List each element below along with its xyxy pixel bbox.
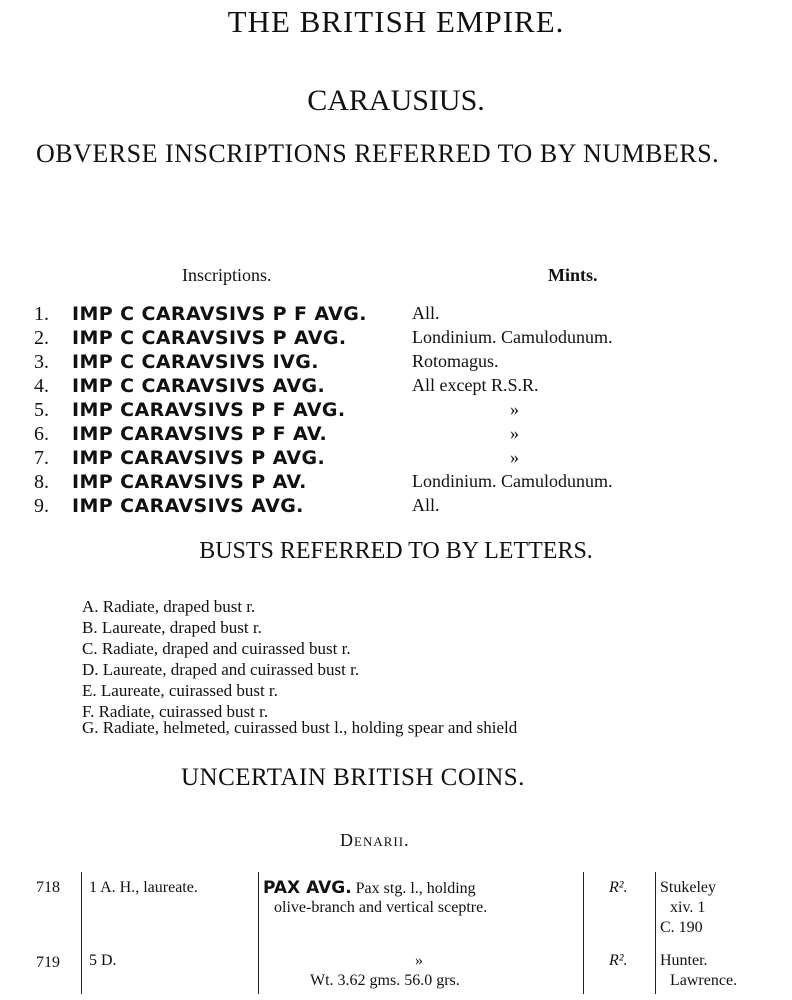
reference: Stukeley — [660, 879, 716, 896]
ditto-mark: » — [510, 399, 519, 419]
inscription-number: 5. — [34, 399, 49, 421]
mint-text: Londinium. Camulodunum. — [412, 327, 613, 347]
bust-item: B. Laureate, draped bust r. — [82, 618, 262, 637]
mint-text: Londinium. Camulodunum. — [412, 471, 613, 491]
rarity: R². — [609, 879, 628, 896]
inscription-number: 1. — [34, 303, 49, 325]
column-header-mints: Mints. — [548, 265, 598, 285]
obverse-heading: OBVERSE INSCRIPTIONS REFERRED TO BY NUMBERS. — [36, 139, 720, 168]
uncertain-heading: UNCERTAIN BRITISH COINS. — [181, 764, 525, 791]
inscription-number: 6. — [34, 423, 49, 445]
bust-item: E. Laureate, cuirassed bust r. — [82, 681, 278, 700]
coin-number: 718 — [36, 879, 60, 896]
inscription-row — [34, 423, 754, 446]
inscription-row — [34, 495, 754, 518]
reference: Hunter. — [660, 952, 708, 969]
reverse-legend: PAX AVG. — [263, 878, 352, 898]
coin-obverse: 5 D. — [89, 952, 117, 969]
inscription-text: IMP CARAVSIVS P AVG. — [72, 447, 326, 469]
busts-heading: BUSTS REFERRED TO BY LETTERS. — [199, 538, 593, 564]
ditto-mark: » — [510, 423, 519, 443]
inscription-number: 2. — [34, 327, 49, 349]
column-header-inscriptions: Inscriptions. — [182, 265, 272, 285]
inscription-number: 4. — [34, 375, 49, 397]
bust-item: D. Laureate, draped and cuirassed bust r. — [82, 660, 360, 679]
column-rule — [258, 872, 259, 994]
inscription-row — [34, 375, 754, 398]
inscription-row — [34, 471, 754, 494]
reverse-description: Pax stg. l., holding — [355, 880, 476, 897]
inscription-text: IMP C CARAVSIVS P F AVG. — [72, 303, 367, 325]
bust-item: F. Radiate, cuirassed bust r. — [82, 702, 269, 721]
mint-text: All. — [412, 303, 440, 323]
inscription-text: IMP CARAVSIVS P F AVG. — [72, 399, 346, 421]
column-rule — [655, 872, 656, 994]
reverse-description: olive-branch and vertical sceptre. — [274, 899, 488, 916]
page-title: THE BRITISH EMPIRE. — [227, 4, 565, 39]
inscription-number: 9. — [34, 495, 49, 517]
bust-item: C. Radiate, draped and cuirassed bust r. — [82, 639, 351, 658]
mint-text: All. — [412, 495, 440, 515]
rarity: R². — [609, 952, 628, 969]
bust-item: A. Radiate, draped bust r. — [82, 597, 256, 616]
inscription-text: IMP CARAVSIVS P AV. — [72, 471, 307, 493]
coin-reverse — [263, 878, 476, 899]
ditto-mark: » — [510, 447, 519, 467]
inscription-text: IMP CARAVSIVS AVG. — [72, 495, 304, 517]
denarii-subheading: Denarii. — [340, 830, 410, 850]
column-rule — [81, 872, 82, 994]
inscription-number: 3. — [34, 351, 49, 373]
inscription-text: IMP CARAVSIVS P F AV. — [72, 423, 328, 445]
inscription-row — [34, 303, 754, 326]
reference: Lawrence. — [670, 972, 738, 989]
mint-text: All except R.S.R. — [412, 375, 539, 395]
reference: xiv. 1 — [670, 899, 706, 916]
coin-number: 719 — [36, 954, 60, 971]
mint-text: Rotomagus. — [412, 351, 499, 371]
inscription-row — [34, 399, 754, 422]
bust-item: G. Radiate, helmeted, cuirassed bust l., holding spear and shield — [82, 718, 518, 737]
inscription-row — [34, 447, 754, 470]
inscription-text: IMP C CARAVSIVS P AVG. — [72, 327, 347, 349]
coin-weight: Wt. 3.62 gms. 56.0 grs. — [310, 972, 460, 989]
ditto-mark: » — [415, 952, 423, 969]
inscription-row — [34, 351, 754, 374]
section-title: CARAUSIUS. — [307, 84, 485, 117]
reference: C. 190 — [660, 919, 703, 936]
inscription-text: IMP C CARAVSIVS AVG. — [72, 375, 326, 397]
inscription-number: 8. — [34, 471, 49, 493]
inscription-row — [34, 327, 754, 350]
column-rule — [583, 872, 584, 994]
coin-obverse: 1 A. H., laureate. — [89, 879, 198, 896]
inscription-text: IMP C CARAVSIVS IVG. — [72, 351, 319, 373]
inscription-number: 7. — [34, 447, 49, 469]
